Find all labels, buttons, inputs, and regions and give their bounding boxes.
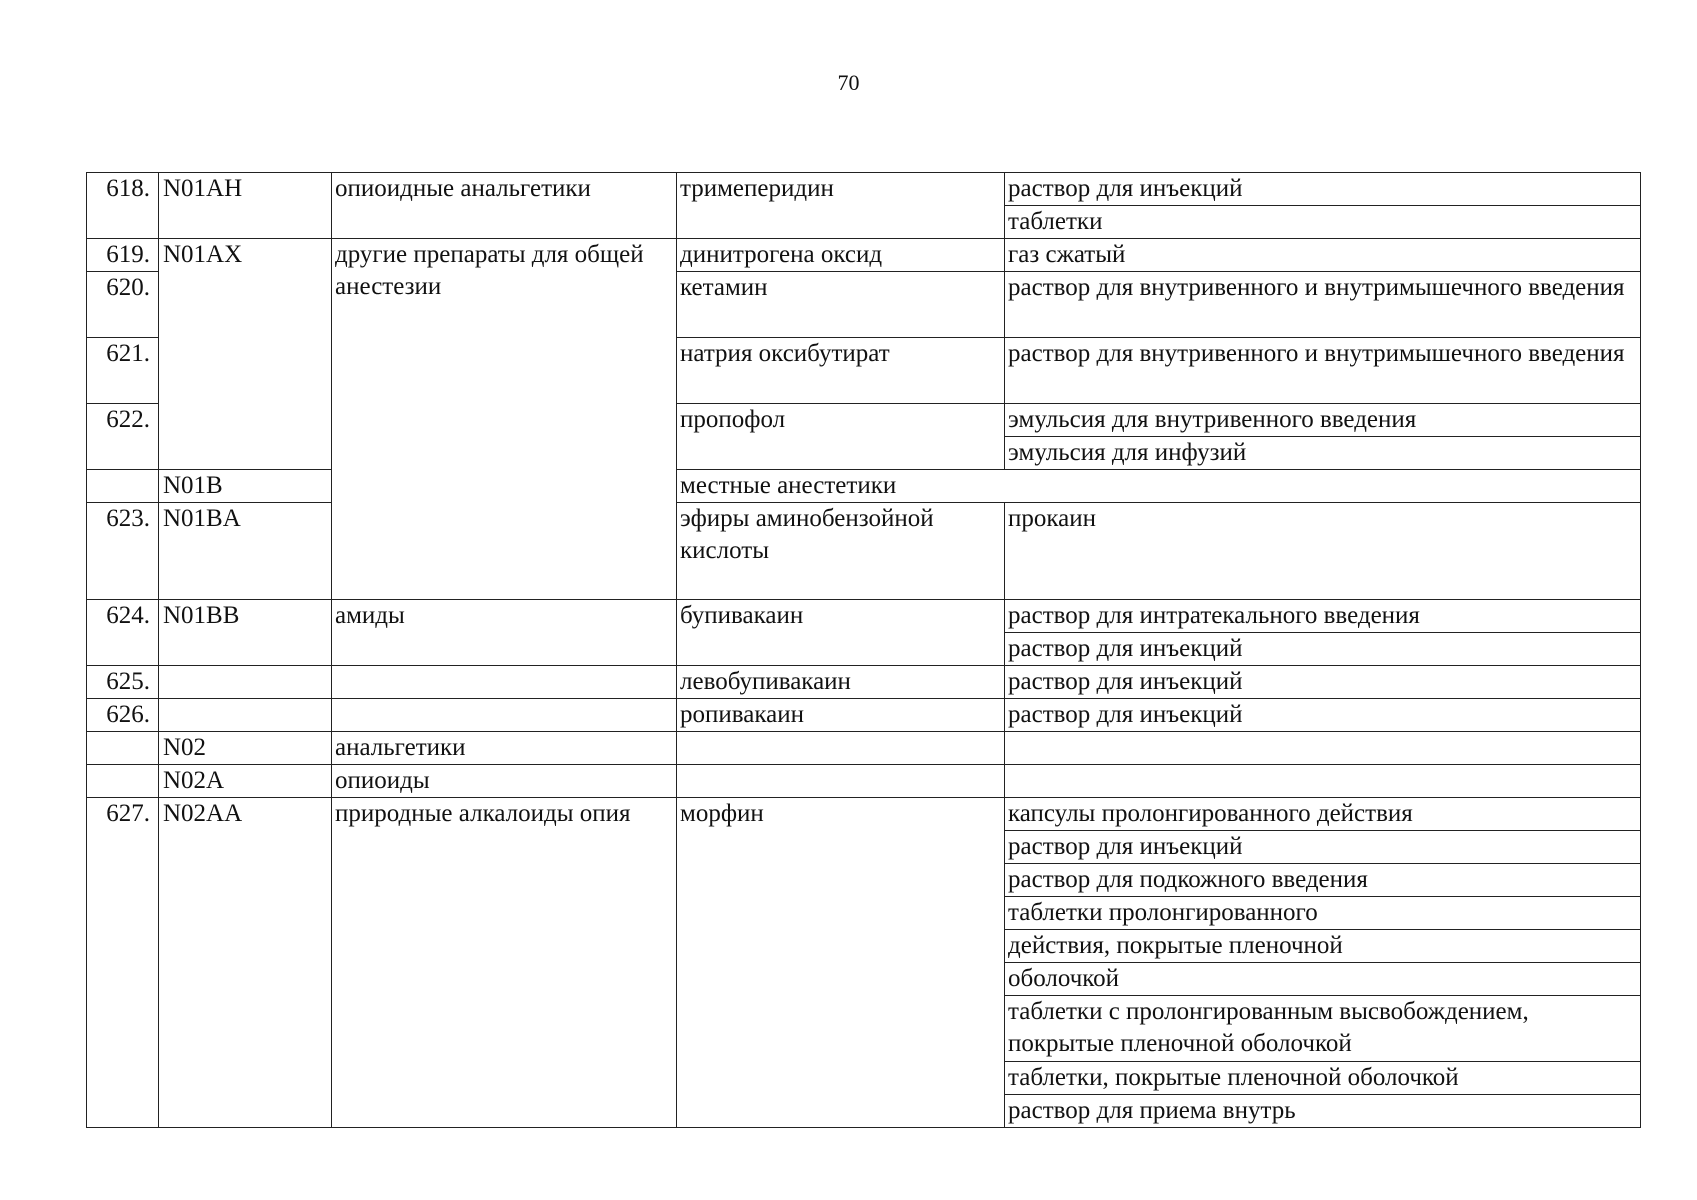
atc-code: N01B	[159, 470, 332, 503]
dosage-form: действия, покрытые пленочной	[1005, 930, 1641, 963]
row-number: 621.	[87, 338, 159, 404]
row-number: 623.	[87, 503, 159, 600]
table-row	[87, 600, 1641, 633]
medicines-table	[86, 172, 1641, 1128]
row-number: 622.	[87, 404, 159, 470]
atc-code	[159, 699, 332, 732]
group-name	[332, 666, 677, 699]
dosage-form: капсулы пролонгированного действия	[1005, 798, 1641, 831]
dosage-form	[1005, 765, 1641, 798]
atc-code: N02A	[159, 765, 332, 798]
drug-name: ропивакаин	[677, 699, 1005, 732]
group-name: анальгетики	[332, 732, 677, 765]
dosage-form: таблетки с пролонгированным высвобождением, покрытые пленочной оболочкой	[1005, 996, 1641, 1062]
drug-name	[677, 765, 1005, 798]
dosage-form: раствор для инъекций	[1005, 666, 1641, 699]
dosage-form: эмульсия для внутривенного введения	[1005, 404, 1641, 437]
dosage-form: раствор для внутривенного и внутримышечного введения	[1005, 272, 1641, 338]
drug-name: тримеперидин	[677, 173, 1005, 239]
drug-name: морфин	[677, 798, 1005, 1128]
dosage-form: раствор для инъекций	[1005, 633, 1641, 666]
dosage-form: оболочкой	[1005, 963, 1641, 996]
atc-code: N01AH	[159, 173, 332, 239]
dosage-form: таблетки, покрытые пленочной оболочкой	[1005, 1062, 1641, 1095]
dosage-form: раствор для инъекций	[1005, 173, 1641, 206]
drug-name	[677, 732, 1005, 765]
table-row	[87, 798, 1641, 831]
row-number: 625.	[87, 666, 159, 699]
atc-code: N01BB	[159, 600, 332, 666]
dosage-form: раствор для приема внутрь	[1005, 1095, 1641, 1128]
table-row	[87, 173, 1641, 206]
dosage-form: газ сжатый	[1005, 239, 1641, 272]
row-number: 620.	[87, 272, 159, 338]
row-number	[87, 765, 159, 798]
atc-code: N01BA	[159, 503, 332, 600]
row-number: 627.	[87, 798, 159, 1128]
table-row	[87, 699, 1641, 732]
dosage-form: раствор для внутривенного и внутримышечного введения	[1005, 338, 1641, 404]
drug-name: левобупивакаин	[677, 666, 1005, 699]
dosage-form: раствор для инъекций	[1005, 831, 1641, 864]
dosage-form: раствор для подкожного введения	[1005, 864, 1641, 897]
table-row	[87, 765, 1641, 798]
row-number: 626.	[87, 699, 159, 732]
dosage-form: эмульсия для инфузий	[1005, 437, 1641, 470]
dosage-form: раствор для инъекций	[1005, 699, 1641, 732]
drug-name: прокаин	[1005, 503, 1641, 600]
medicines-table-wrapper	[86, 172, 1640, 1128]
drug-name: кетамин	[677, 272, 1005, 338]
atc-code: N01AX	[159, 239, 332, 470]
atc-code: N02AA	[159, 798, 332, 1128]
drug-name: пропофол	[677, 404, 1005, 470]
group-name: опиоидные анальгетики	[332, 173, 677, 239]
row-number: 624.	[87, 600, 159, 666]
dosage-form: раствор для интратекального введения	[1005, 600, 1641, 633]
atc-code: N02	[159, 732, 332, 765]
atc-code	[159, 666, 332, 699]
page-number: 70	[837, 70, 860, 95]
row-number: 618.	[87, 173, 159, 239]
group-name: амиды	[332, 600, 677, 666]
drug-name: динитрогена оксид	[677, 239, 1005, 272]
drug-name: бупивакаин	[677, 600, 1005, 666]
table-row	[87, 503, 1641, 600]
group-name: другие препараты для общей анестезии	[332, 239, 677, 600]
table-row	[87, 470, 1641, 503]
dosage-form	[1005, 732, 1641, 765]
group-name: опиоиды	[332, 765, 677, 798]
group-name: эфиры аминобензойной кислоты	[677, 503, 1005, 600]
dosage-form: таблетки пролонгированного	[1005, 897, 1641, 930]
table-row	[87, 666, 1641, 699]
group-name: природные алкалоиды опия	[332, 798, 677, 1128]
row-number: 619.	[87, 239, 159, 272]
drug-name: натрия оксибутират	[677, 338, 1005, 404]
group-name	[332, 699, 677, 732]
row-number	[87, 732, 159, 765]
row-number	[87, 470, 159, 503]
table-row	[87, 239, 1641, 272]
group-name: местные анестетики	[677, 470, 1641, 503]
dosage-form: таблетки	[1005, 206, 1641, 239]
table-row	[87, 732, 1641, 765]
